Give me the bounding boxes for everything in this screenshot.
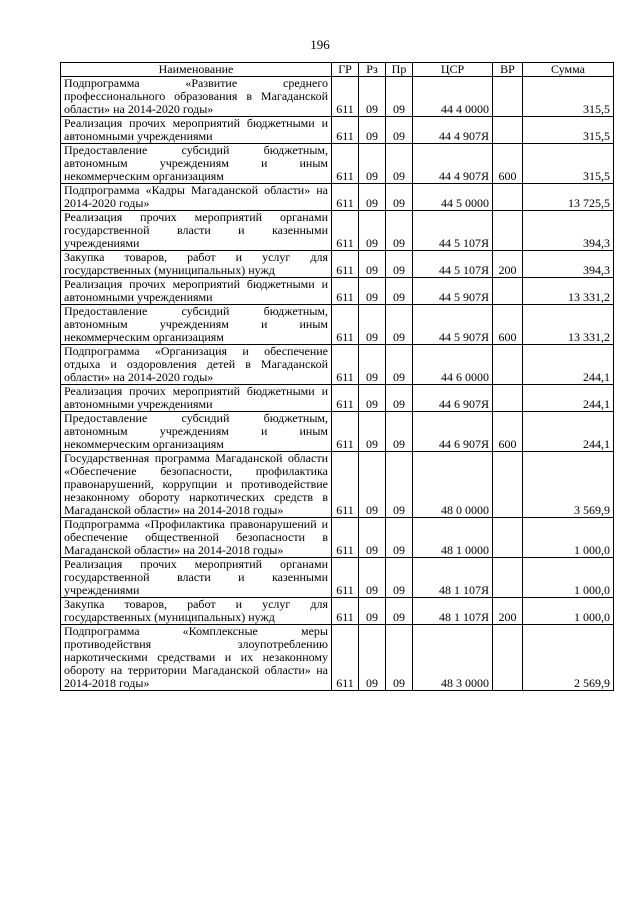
row-sum: 2 569,9 <box>523 625 614 691</box>
table-row <box>61 144 614 184</box>
row-rz: 09 <box>359 251 386 278</box>
row-gr: 611 <box>332 598 359 625</box>
row-pr: 09 <box>386 184 413 211</box>
row-gr: 611 <box>332 117 359 144</box>
row-vr <box>493 518 523 558</box>
row-vr <box>493 77 523 117</box>
row-sum: 244,1 <box>523 385 614 412</box>
row-rz: 09 <box>359 211 386 251</box>
header-csr: ЦСР <box>413 63 493 77</box>
row-sum: 1 000,0 <box>523 558 614 598</box>
row-pr: 09 <box>386 598 413 625</box>
row-sum: 394,3 <box>523 251 614 278</box>
row-rz: 09 <box>359 184 386 211</box>
row-csr: 44 4 907Я <box>413 144 493 184</box>
row-pr: 09 <box>386 558 413 598</box>
header-rz: Рз <box>359 63 386 77</box>
row-gr: 611 <box>332 518 359 558</box>
row-gr: 611 <box>332 305 359 345</box>
row-csr: 48 3 0000 <box>413 625 493 691</box>
row-sum: 3 569,9 <box>523 452 614 518</box>
row-rz: 09 <box>359 278 386 305</box>
row-sum: 13 725,5 <box>523 184 614 211</box>
row-rz: 09 <box>359 144 386 184</box>
row-sum: 13 331,2 <box>523 305 614 345</box>
budget-table <box>60 62 614 691</box>
row-sum: 315,5 <box>523 144 614 184</box>
row-rz: 09 <box>359 77 386 117</box>
row-pr: 09 <box>386 251 413 278</box>
table-row <box>61 251 614 278</box>
row-name: Реализация прочих мероприятий бюджетными и автономными учреждениями <box>61 117 332 144</box>
row-sum: 244,1 <box>523 412 614 452</box>
row-gr: 611 <box>332 211 359 251</box>
row-vr: 600 <box>493 412 523 452</box>
row-csr: 44 5 907Я <box>413 305 493 345</box>
row-sum: 244,1 <box>523 345 614 385</box>
row-rz: 09 <box>359 598 386 625</box>
table-row <box>61 452 614 518</box>
row-csr: 44 5 0000 <box>413 184 493 211</box>
header-pr: Пр <box>386 63 413 77</box>
row-name: Подпрограмма «Профилактика правонарушений и обеспечение общественной безопасности в Магаданской области» на 2014-2018 годы» <box>61 518 332 558</box>
row-csr: 44 4 907Я <box>413 117 493 144</box>
row-vr: 600 <box>493 305 523 345</box>
row-csr: 48 1 107Я <box>413 558 493 598</box>
row-pr: 09 <box>386 625 413 691</box>
row-pr: 09 <box>386 211 413 251</box>
row-name: Подпрограмма «Организация и обеспечение отдыха и оздоровления детей в Магаданской области» на 2014-2020 годы» <box>61 345 332 385</box>
row-gr: 611 <box>332 558 359 598</box>
row-gr: 611 <box>332 278 359 305</box>
table-row <box>61 558 614 598</box>
row-vr <box>493 452 523 518</box>
row-rz: 09 <box>359 385 386 412</box>
row-csr: 48 0 0000 <box>413 452 493 518</box>
row-pr: 09 <box>386 412 413 452</box>
row-vr <box>493 625 523 691</box>
row-rz: 09 <box>359 625 386 691</box>
row-gr: 611 <box>332 452 359 518</box>
row-name: Государственная программа Магаданской области «Обеспечение безопасности, профилактика правонарушений, коррупции и противодействие незаконному обороту наркотических средств в Магаданской области» на 2014-2018 годы» <box>61 452 332 518</box>
row-csr: 44 6 0000 <box>413 345 493 385</box>
row-gr: 611 <box>332 625 359 691</box>
row-sum: 315,5 <box>523 117 614 144</box>
row-gr: 611 <box>332 385 359 412</box>
row-csr: 44 5 107Я <box>413 251 493 278</box>
row-rz: 09 <box>359 345 386 385</box>
row-vr: 200 <box>493 598 523 625</box>
row-vr <box>493 345 523 385</box>
row-rz: 09 <box>359 305 386 345</box>
row-csr: 48 1 0000 <box>413 518 493 558</box>
row-rz: 09 <box>359 412 386 452</box>
row-name: Предоставление субсидий бюджетным, автономным учреждениям и иным некоммерческим организациям <box>61 144 332 184</box>
row-pr: 09 <box>386 144 413 184</box>
row-csr: 44 5 107Я <box>413 211 493 251</box>
table-row <box>61 278 614 305</box>
table-row <box>61 518 614 558</box>
row-name: Подпрограмма «Развитие среднего профессионального образования в Магаданской области» на 2014-2020 годы» <box>61 77 332 117</box>
row-csr: 44 6 907Я <box>413 385 493 412</box>
row-name: Подпрограмма «Комплексные меры противодействия злоупотреблению наркотическими средствами и их незаконному обороту на территории Магаданской области» на 2014-2018 годы» <box>61 625 332 691</box>
row-vr <box>493 385 523 412</box>
row-name: Подпрограмма «Кадры Магаданской области» на 2014-2020 годы» <box>61 184 332 211</box>
row-csr: 44 6 907Я <box>413 412 493 452</box>
row-gr: 611 <box>332 184 359 211</box>
table-row <box>61 184 614 211</box>
row-name: Закупка товаров, работ и услуг для государственных (муниципальных) нужд <box>61 251 332 278</box>
header-sum: Сумма <box>523 63 614 77</box>
header-name: Наименование <box>61 63 332 77</box>
row-gr: 611 <box>332 345 359 385</box>
table-row <box>61 345 614 385</box>
row-pr: 09 <box>386 278 413 305</box>
row-pr: 09 <box>386 452 413 518</box>
row-pr: 09 <box>386 117 413 144</box>
table-row <box>61 117 614 144</box>
row-name: Реализация прочих мероприятий бюджетными и автономными учреждениями <box>61 278 332 305</box>
row-pr: 09 <box>386 518 413 558</box>
row-sum: 13 331,2 <box>523 278 614 305</box>
table-body <box>61 77 614 691</box>
row-vr <box>493 184 523 211</box>
row-gr: 611 <box>332 77 359 117</box>
row-gr: 611 <box>332 251 359 278</box>
row-name: Реализация прочих мероприятий органами государственной власти и казенными учреждениями <box>61 211 332 251</box>
row-sum: 315,5 <box>523 77 614 117</box>
row-rz: 09 <box>359 558 386 598</box>
table-row <box>61 211 614 251</box>
header-vr: ВР <box>493 63 523 77</box>
header-row <box>61 63 614 77</box>
row-name: Реализация прочих мероприятий бюджетными и автономными учреждениями <box>61 385 332 412</box>
row-name: Реализация прочих мероприятий органами государственной власти и казенными учреждениями <box>61 558 332 598</box>
table-row <box>61 598 614 625</box>
row-rz: 09 <box>359 117 386 144</box>
row-name: Предоставление субсидий бюджетным, автономным учреждениям и иным некоммерческим организациям <box>61 412 332 452</box>
row-vr <box>493 117 523 144</box>
row-rz: 09 <box>359 518 386 558</box>
header-gr: ГР <box>332 63 359 77</box>
row-csr: 44 4 0000 <box>413 77 493 117</box>
row-vr <box>493 558 523 598</box>
row-sum: 394,3 <box>523 211 614 251</box>
table-row <box>61 412 614 452</box>
row-vr: 600 <box>493 144 523 184</box>
row-sum: 1 000,0 <box>523 598 614 625</box>
row-pr: 09 <box>386 345 413 385</box>
table-row <box>61 77 614 117</box>
table-row <box>61 625 614 691</box>
table-row <box>61 305 614 345</box>
row-pr: 09 <box>386 305 413 345</box>
row-csr: 44 5 907Я <box>413 278 493 305</box>
row-gr: 611 <box>332 412 359 452</box>
row-rz: 09 <box>359 452 386 518</box>
row-pr: 09 <box>386 385 413 412</box>
row-csr: 48 1 107Я <box>413 598 493 625</box>
table-row <box>61 385 614 412</box>
row-sum: 1 000,0 <box>523 518 614 558</box>
row-name: Закупка товаров, работ и услуг для государственных (муниципальных) нужд <box>61 598 332 625</box>
row-name: Предоставление субсидий бюджетным, автономным учреждениям и иным некоммерческим организациям <box>61 305 332 345</box>
row-pr: 09 <box>386 77 413 117</box>
row-vr <box>493 278 523 305</box>
page-number: 196 <box>310 37 330 52</box>
row-vr <box>493 211 523 251</box>
row-vr: 200 <box>493 251 523 278</box>
row-gr: 611 <box>332 144 359 184</box>
